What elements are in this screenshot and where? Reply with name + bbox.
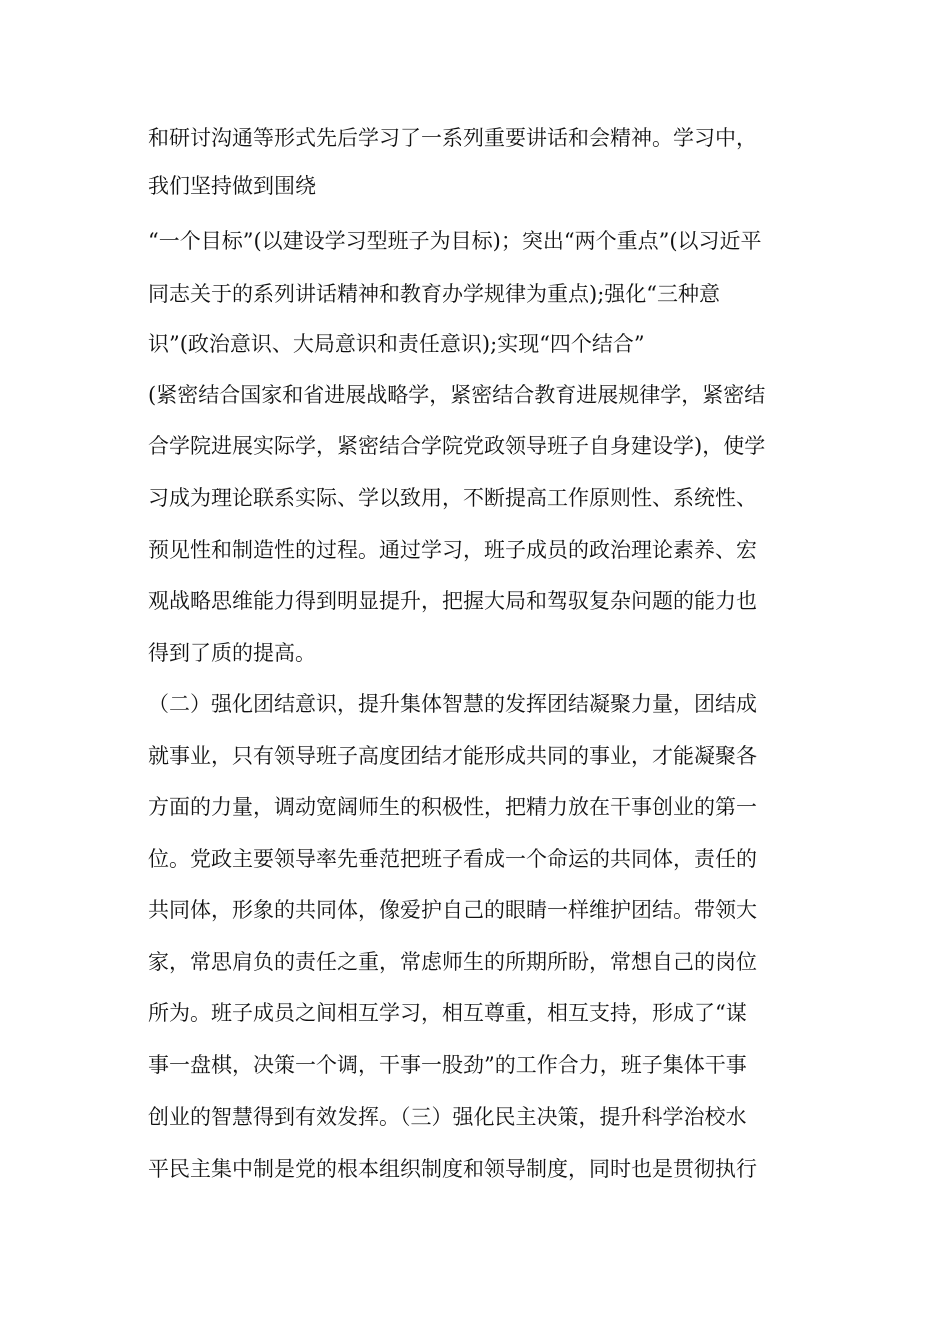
text-line: 事一盘棋，决策一个调，干事一股劲”的工作合力，班子集体干事 [148, 1053, 747, 1077]
text-line: (紧密结合国家和省进展战略学，紧密结合教育进展规律学，紧密结 [148, 383, 766, 407]
text-line: 家，常思肩负的责任之重，常虑师生的所期所盼，常想自己的岗位 [148, 950, 757, 974]
text-line: 习成为理论联系实际、学以致用，不断提高工作原则性、系统性、 [148, 486, 757, 510]
text-line: 预见性和制造性的过程。通过学习，班子成员的政治理论素养、宏 [148, 538, 757, 562]
text-line: 和研讨沟通等形式先后学习了一系列重要讲话和会精神。学习中， [148, 126, 757, 150]
text-line: 识”(政治意识、大局意识和责任意识);实现“四个结合” [148, 332, 645, 356]
text-line: （二）强化团结意识，提升集体智慧的发挥团结凝聚力量，团结成 [148, 692, 757, 716]
text-line: 共同体，形象的共同体，像爱护自己的眼睛一样维护团结。带领大 [148, 898, 757, 922]
text-line: 合学院进展实际学，紧密结合学院党政领导班子自身建设学)，使学 [148, 434, 766, 458]
text-line: 创业的智慧得到有效发挥。（三）强化民主决策，提升科学治校水 [148, 1105, 747, 1129]
text-line: 同志关于的系列讲话精神和教育办学规律为重点);强化“三种意 [148, 282, 721, 306]
text-line: 我们坚持做到围绕 [148, 174, 316, 198]
text-line: 位。党政主要领导率先垂范把班子看成一个命运的共同体，责任的 [148, 847, 757, 871]
text-line: 得到了质的提高。 [148, 641, 316, 665]
text-line: 所为。班子成员之间相互学习，相互尊重，相互支持，形成了“谋 [148, 1001, 747, 1025]
text-line: “一个目标”(以建设学习型班子为目标)；突出“两个重点”(以习近平 [148, 229, 762, 253]
text-line: 观战略思维能力得到明显提升，把握大局和驾驭复杂问题的能力也 [148, 589, 757, 613]
text-line: 就事业，只有领导班子高度团结才能形成共同的事业，才能凝聚各 [148, 744, 757, 768]
text-line: 方面的力量，调动宽阔师生的积极性，把精力放在干事创业的第一 [148, 795, 757, 819]
text-line: 平民主集中制是党的根本组织制度和领导制度，同时也是贯彻执行 [148, 1157, 757, 1181]
